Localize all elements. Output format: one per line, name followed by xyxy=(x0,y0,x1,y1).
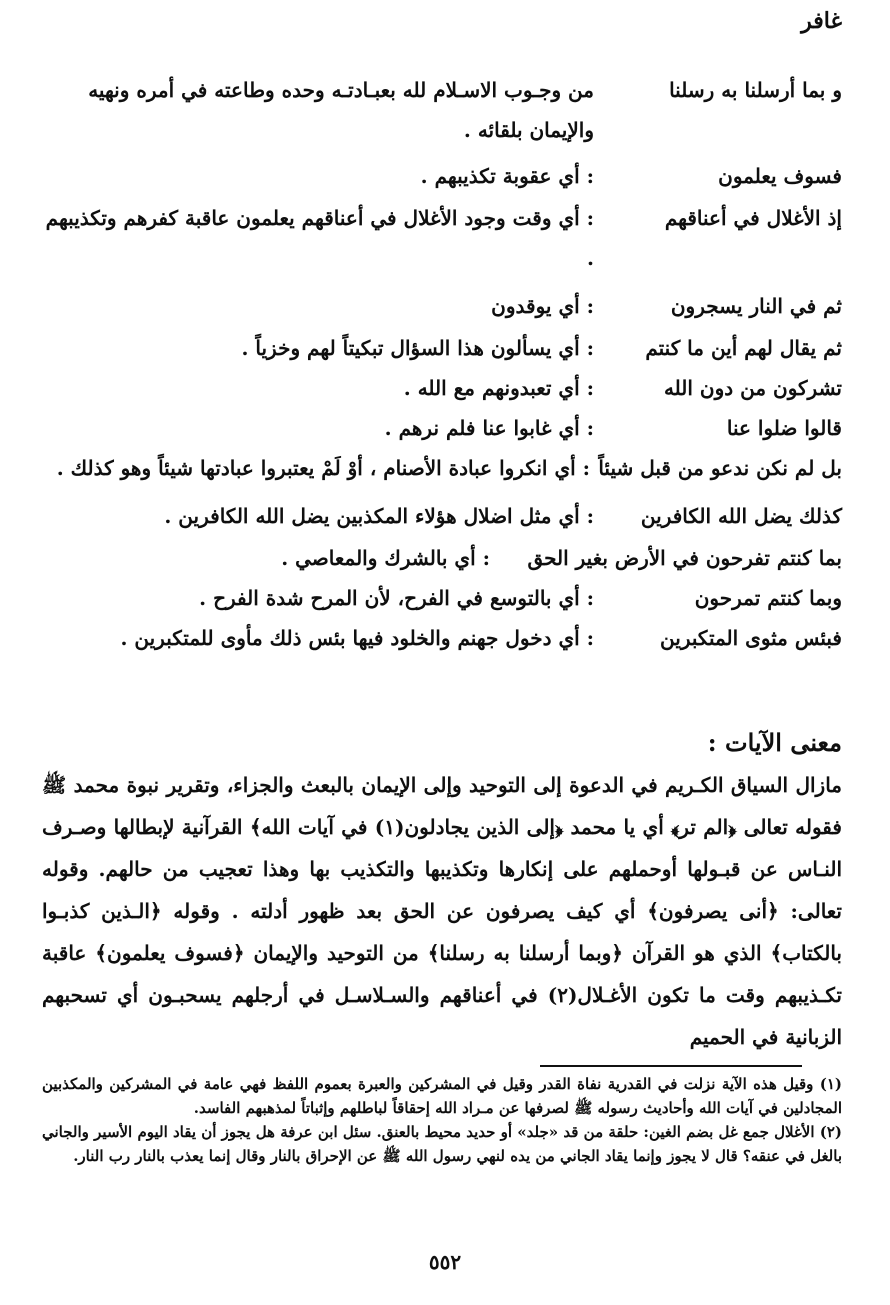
footnote-divider xyxy=(540,1065,802,1067)
glossary-row xyxy=(34,198,842,278)
meaning-paragraph: مازال السياق الكـريم في الدعوة إلى التوحيد وإلى الإيمان بالبعث والجزاء، وتقرير نبوة محمد ﷺ فقوله تعالى ﴿الم تر﴾ أي يا محمد ﴿إلى الذين يجادلون(١) في آيات الله﴾ القرآنية لإبطالها وصـرف النـاس عن قبـولها أوحملهم على إنكارها وتكذيبها والتكذيب بها وهذا تعجيب من حالهم. وقوله تعالى: ﴿أنى يصرفون﴾ أي كيف يصرفون عن الحق بعد ظهور أدلته . وقوله ﴿الـذين كذبـوا بالكتاب﴾ الذي هو القرآن ﴿وبما أرسلنا به رسلنا﴾ من التوحيد والإيمان ﴿فسوف يعلمون﴾ عاقبة تكـذيبهم وقت ما تكون الأغـلال(٢) في أعناقهم والسـلاسـل في أرجلهم يسحبـون أي تسحبهم الزبانية في الحميم xyxy=(42,773,843,1049)
glossary-definition: : أي بالشرك والمعاصي . xyxy=(281,546,490,570)
glossary-row xyxy=(34,284,842,328)
glossary-row xyxy=(34,538,842,578)
glossary-definition: : أي مثل اضلال هؤلاء المكذبين يضل الله الكافرين . xyxy=(164,504,594,528)
glossary-term: فسوف يعلمون xyxy=(718,164,842,188)
glossary-list xyxy=(34,70,842,658)
glossary-term: تشركون من دون الله xyxy=(663,376,842,400)
section-heading: معنى الآيات : xyxy=(707,728,842,757)
glossary-definition: : أي دخول جهنم والخلود فيها بئس ذلك مأوى للمتكبرين . xyxy=(120,626,594,650)
glossary-row xyxy=(34,154,842,198)
glossary-term: بما كنتم تفرحون في الأرض بغير الحق xyxy=(527,546,842,570)
glossary-definition: : أي غابوا عنا فلم نرهم . xyxy=(384,416,594,440)
meaning-text xyxy=(42,764,842,1058)
glossary-row xyxy=(34,618,842,658)
glossary-term: و بما أرسلنا به رسلنا xyxy=(669,78,842,102)
glossary-row xyxy=(34,328,842,368)
footnotes xyxy=(42,1072,842,1168)
glossary-definition: من وجـوب الاسـلام لله بعبـادتـه وحده وطاعته في أمره ونهيه والإيمان بلقائه . xyxy=(88,78,594,142)
glossary-row xyxy=(34,368,842,408)
glossary-term: إذ الأغلال في أعناقهم xyxy=(664,206,842,230)
glossary-definition: : أي تعبدونهم مع الله . xyxy=(403,376,594,400)
glossary-row xyxy=(34,494,842,538)
footnote-2: (٢) الأغلال جمع غل بضم الغين: حلقة من قد «جلد» أو حديد محيط بالعنق. سئل ابن عرفة هل يجوز أن يقاد اليوم الأسير والجاني بالغل في عنقه؟ قال لا يجوز وإنما يقاد الجاني من يده لنهي رسول الله ﷺ عن الإحراق بالنار وقال إنما يعذب بالنار رب النار. xyxy=(42,1123,842,1165)
glossary-term: وبما كنتم تمرحون xyxy=(694,586,842,610)
glossary-row xyxy=(34,578,842,618)
glossary-term: ثم يقال لهم أين ما كنتم xyxy=(645,336,842,360)
glossary-definition: : أي انكروا عبادة الأصنام ، أوْ لَمْ يعتبروا عبادتها شيئاً وهو كذلك . xyxy=(56,456,590,480)
glossary-definition: : أي وقت وجود الأغلال في أعناقهم يعلمون عاقبة كفرهم وتكذيبهم . xyxy=(45,206,594,270)
glossary-term: ثم في النار يسجرون xyxy=(670,294,842,318)
glossary-row xyxy=(34,70,842,150)
glossary-definition: : أي عقوبة تكذيبهم . xyxy=(420,164,594,188)
page-number: ٥٥٢ xyxy=(428,1250,462,1274)
glossary-term: كذلك يضل الله الكافرين xyxy=(640,504,842,528)
footnote-1: (١) وقيل هذه الآية نزلت في القدرية نفاة القدر وقيل في المشركين والعبرة بعموم اللفظ فهي عامة في المشركين والمكذبين المجادلين في آيات الله وأحاديث رسوله ﷺ لصرفها عن مـراد الله إحقاقاً لباطلهم وإثباتاً لمذهبهم الفاسد. xyxy=(42,1075,842,1117)
glossary-definition: : أي يوقدون xyxy=(491,294,594,318)
glossary-term: قالوا ضلوا عنا xyxy=(726,416,842,440)
glossary-term: فبئس مثوى المتكبرين xyxy=(660,626,842,650)
glossary-row xyxy=(34,408,842,448)
surah-title: غافر xyxy=(801,8,842,34)
glossary-term: بل لم نكن ندعو من قبل شيئاً xyxy=(598,456,842,480)
glossary-definition: : أي بالتوسع في الفرح، لأن المرح شدة الفرح . xyxy=(199,586,594,610)
glossary-definition: : أي يسألون هذا السؤال تبكيتاً لهم وخزياً . xyxy=(241,336,594,360)
glossary-row xyxy=(34,448,842,488)
